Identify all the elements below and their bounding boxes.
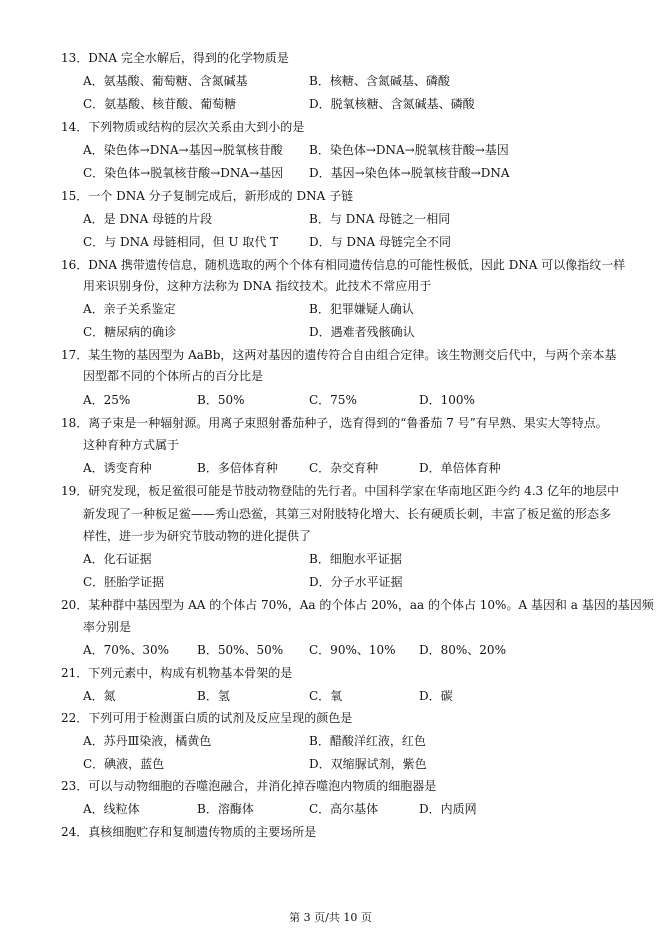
question-14-option-d: D．基因→染色体→脱氧核苷酸→DNA xyxy=(309,166,510,180)
question-23-stem: 23．可以与动物细胞的吞噬泡融合，并消化掉吞噬泡内物质的细胞器是 xyxy=(61,779,437,793)
question-17-option-b: B．50% xyxy=(197,393,245,407)
question-19-stem-line-3: 样性，进一步为研究节肢动物的进化提供了 xyxy=(83,529,312,543)
question-17-option-c: C．75% xyxy=(309,393,357,407)
question-18-option-b: B．多倍体育种 xyxy=(197,461,278,475)
question-18-stem-line-1: 18．离子束是一种辐射源。用离子束照射番茄种子，选育得到的“鲁番茄 7 号”有早熟、果实大等特点。 xyxy=(61,416,608,430)
question-17-stem-line-2: 因型都不同的个体所占的百分比是 xyxy=(83,369,264,383)
question-15-options-row-1 xyxy=(61,210,621,229)
question-16-stem-line-2: 用来识别身份，这种方法称为 DNA 指纹技术。此技术不常应用于 xyxy=(83,279,432,293)
question-16-options-row-2 xyxy=(61,323,621,342)
question-13-option-c: C．氨基酸、核苷酸、葡萄糖 xyxy=(83,97,237,111)
question-16-option-d: D．遇难者残骸确认 xyxy=(309,325,415,339)
question-15-option-b: B．与 DNA 母链之一相同 xyxy=(309,212,451,226)
question-20-stem-line-1: 20．某种群中基因型为 AA 的个体占 70%，Aa 的个体占 20%，aa 的个体占 10%。A 基因和 a 基因的基因频 xyxy=(61,598,654,612)
question-16-option-c: C．糖尿病的确诊 xyxy=(83,325,177,339)
question-20-option-c: C．90%、10% xyxy=(309,643,396,657)
question-15-option-a: A．是 DNA 母链的片段 xyxy=(83,212,213,226)
question-19-option-a: A．化石证据 xyxy=(83,552,152,566)
question-17-stem-line-1: 17．某生物的基因型为 AaBb，这两对基因的遗传符合自由组合定律。该生物测交后代中，与两个亲本基 xyxy=(61,348,617,362)
question-20-options xyxy=(61,641,621,660)
question-15-option-d: D．与 DNA 母链完全不同 xyxy=(309,235,452,249)
question-18-option-d: D．单倍体育种 xyxy=(419,461,501,475)
question-19-options-row-2 xyxy=(61,573,621,592)
question-21-option-d: D．碳 xyxy=(419,689,453,703)
question-18-stem-line-2: 这种育种方式属于 xyxy=(83,438,180,452)
question-13-stem: 13．DNA 完全水解后，得到的化学物质是 xyxy=(61,51,289,65)
question-16-option-a: A．亲子关系鉴定 xyxy=(83,302,176,316)
question-17-option-a: A．25% xyxy=(83,393,131,407)
question-18-options xyxy=(61,459,621,478)
question-14-stem: 14．下列物质或结构的层次关系由大到小的是 xyxy=(61,120,305,134)
question-22-option-a: A．苏丹Ⅲ染液，橘黄色 xyxy=(83,734,212,748)
question-22-option-d: D．双缩脲试剂，紫色 xyxy=(309,757,427,771)
question-21-option-a: A．氮 xyxy=(83,689,116,703)
question-19-option-d: D．分子水平证据 xyxy=(309,575,403,589)
question-14-options-row-1 xyxy=(61,141,621,160)
question-17-option-d: D．100% xyxy=(419,393,475,407)
question-23-option-c: C．高尔基体 xyxy=(309,802,379,816)
question-21-options xyxy=(61,687,621,706)
question-19-options-row-1 xyxy=(61,550,621,569)
question-18-option-c: C．杂交育种 xyxy=(309,461,379,475)
question-14-options-row-2 xyxy=(61,164,621,183)
question-21-option-c: C．氧 xyxy=(309,689,343,703)
question-20-stem-line-2: 率分别是 xyxy=(83,620,132,634)
question-22-options-row-2 xyxy=(61,755,621,774)
question-16-option-b: B．犯罪嫌疑人确认 xyxy=(309,302,414,316)
question-20-option-b: B．50%、50% xyxy=(197,643,284,657)
question-20-option-d: D．80%、20% xyxy=(419,643,506,657)
question-20-option-a: A．70%、30% xyxy=(83,643,170,657)
question-22-stem: 22．下列可用于检测蛋白质的试剂及反应呈现的颜色是 xyxy=(61,711,353,725)
question-16-stem-line-1: 16．DNA 携带遗传信息，随机选取的两个个体有相同遗传信息的可能性极低，因此 DNA 可以像指纹一样 xyxy=(61,258,626,272)
question-21-stem: 21．下列元素中，构成有机物基本骨架的是 xyxy=(61,666,293,680)
question-17-options xyxy=(61,391,621,410)
question-15-options-row-2 xyxy=(61,233,621,252)
question-14-option-b: B．染色体→DNA→脱氧核苷酸→基因 xyxy=(309,143,509,157)
question-15-option-c: C．与 DNA 母链相同，但 U 取代 T xyxy=(83,235,279,249)
page-number-footer: 第 3 页/共 10 页 xyxy=(289,911,372,924)
question-13-options-row-1 xyxy=(61,72,621,91)
question-16-options-row-1 xyxy=(61,300,621,319)
question-13-options-row-2 xyxy=(61,95,621,114)
question-14-option-c: C．染色体→脱氧核苷酸→DNA→基因 xyxy=(83,166,284,180)
question-18-option-a: A．诱变育种 xyxy=(83,461,152,475)
question-13-option-b: B．核糖、含氮碱基、磷酸 xyxy=(309,74,450,88)
question-24-stem: 24．真核细胞贮存和复制遗传物质的主要场所是 xyxy=(61,825,317,839)
question-13-option-d: D．脱氧核糖、含氮碱基、磷酸 xyxy=(309,97,475,111)
question-23-option-d: D．内质网 xyxy=(419,802,477,816)
question-19-option-b: B．细胞水平证据 xyxy=(309,552,402,566)
question-22-option-c: C．碘液，蓝色 xyxy=(83,757,165,771)
question-14-option-a: A．染色体→DNA→基因→脱氧核苷酸 xyxy=(83,143,283,157)
question-22-option-b: B．醋酸洋红液，红色 xyxy=(309,734,426,748)
question-23-option-a: A．线粒体 xyxy=(83,802,140,816)
question-23-options xyxy=(61,800,621,819)
question-19-option-c: C．胚胎学证据 xyxy=(83,575,165,589)
question-15-stem: 15．一个 DNA 分子复制完成后，新形成的 DNA 子链 xyxy=(61,189,354,203)
question-22-options-row-1 xyxy=(61,732,621,751)
question-23-option-b: B．溶酶体 xyxy=(197,802,254,816)
question-19-stem-line-1: 19．研究发现，板足鲎很可能是节肢动物登陆的先行者。中国科学家在华南地区距今约 4.3 亿年的地层中 xyxy=(61,484,619,498)
question-19-stem-line-2: 新发现了一种板足鲎——秀山恐鲎，其第三对附肢特化增大、长有硬质长刺，丰富了板足鲎的形态多 xyxy=(83,507,612,521)
question-13-option-a: A．氨基酸、葡萄糖、含氮碱基 xyxy=(83,74,248,88)
question-21-option-b: B．氢 xyxy=(197,689,230,703)
